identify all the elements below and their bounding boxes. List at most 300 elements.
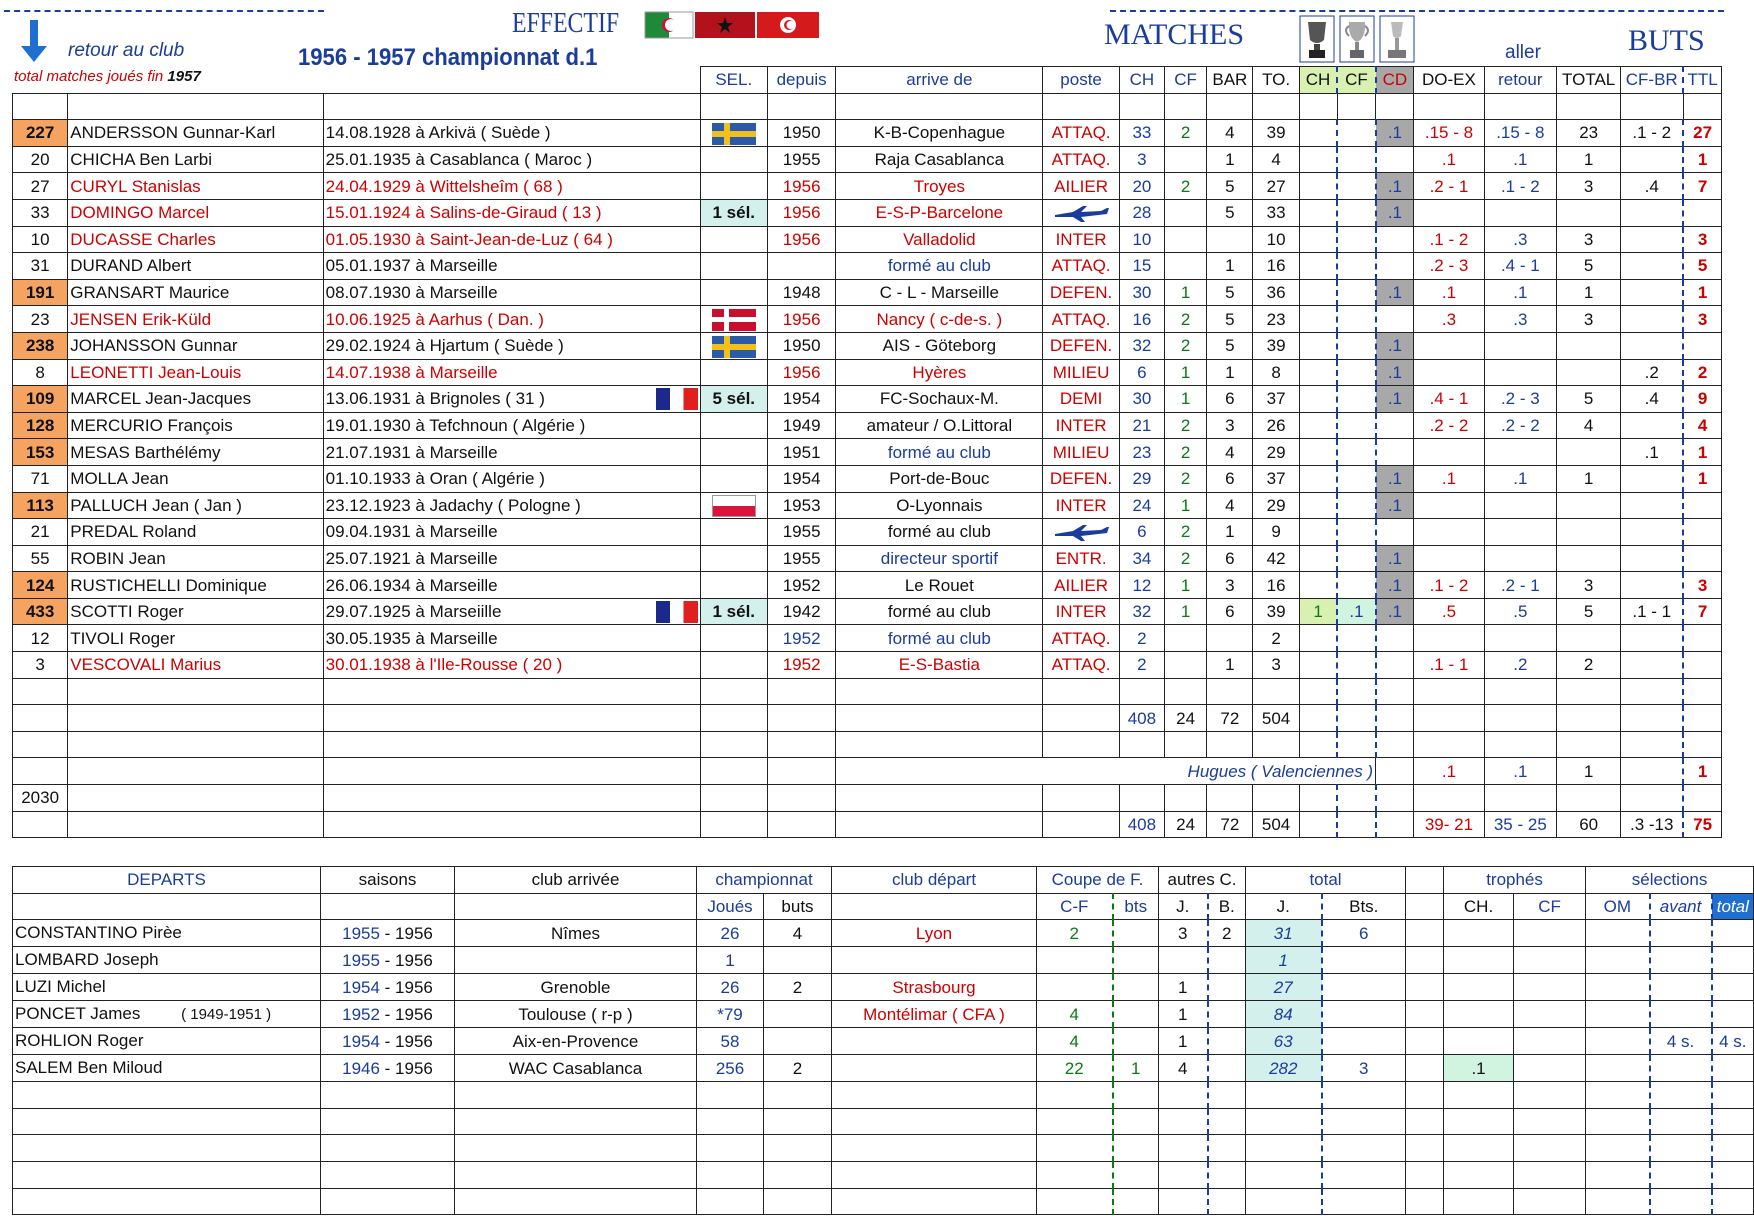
total-cell: 2: [1557, 652, 1621, 679]
total-retour: 35 - 25: [1484, 811, 1556, 838]
depart-name: CONSTANTINO Pirèe: [15, 923, 182, 943]
total-bar: 72: [1207, 811, 1253, 838]
player-birth-cell: [323, 226, 700, 253]
autres-j-cell: 3: [1159, 920, 1208, 947]
player-birth-cell: [323, 625, 700, 652]
retour-cell: [1484, 199, 1556, 226]
poste-cell: INTER: [1043, 492, 1119, 519]
cfbr-cell: [1621, 545, 1683, 572]
cfbr-cell: [1621, 519, 1683, 546]
ch-cell: 32: [1119, 598, 1164, 625]
player-number: 21: [13, 519, 68, 546]
total-cell: [1557, 519, 1621, 546]
sel-cell: [700, 439, 767, 466]
player-name: LEONETTI Jean-Louis: [68, 359, 323, 386]
totals-row: [13, 811, 1722, 838]
empty-row: [13, 1135, 1754, 1162]
player-number: 191: [13, 279, 68, 306]
cf-cell: 2: [1165, 439, 1207, 466]
to-cell: 42: [1253, 545, 1299, 572]
col-total-departs: total: [1246, 867, 1406, 894]
player-number: 20: [13, 146, 68, 173]
total-matches-label: total matches joués fin 1957: [14, 68, 201, 85]
to-cell: 26: [1253, 412, 1299, 439]
plane-cell: [1043, 519, 1119, 546]
from-cell: amateur / O.Littoral: [836, 412, 1043, 439]
total-cell: 1: [1557, 465, 1621, 492]
doex-cell: .15 - 8: [1414, 120, 1484, 147]
sel-cell: [700, 306, 767, 333]
effectif-title: EFFECTIF: [512, 8, 620, 39]
depart-row: [13, 1028, 1754, 1055]
cf-cell: 1: [1165, 386, 1207, 413]
sel-cell: [700, 572, 767, 599]
trophe-ch-cell: [1444, 974, 1514, 1001]
cfbr-cell: .2: [1621, 359, 1683, 386]
cf-trophy-cell: [1337, 199, 1375, 226]
ch-trophy-cell: [1299, 439, 1337, 466]
doex-cell: .4 - 1: [1414, 386, 1484, 413]
cfbr-cell: [1621, 465, 1683, 492]
retour-cell: [1484, 359, 1556, 386]
trophe-ch-cell: [1444, 920, 1514, 947]
empty-row: [13, 1161, 1754, 1188]
player-birth: 24.04.1929 à Wittelsheîm ( 68 ): [325, 176, 563, 196]
depart-row: [13, 947, 1754, 974]
player-row: [13, 519, 1722, 546]
total-j-cell: 31: [1246, 920, 1322, 947]
ch-cell: 32: [1119, 332, 1164, 359]
ch-trophy-cell: [1299, 625, 1337, 652]
from-cell: formé au club: [836, 598, 1043, 625]
total-cell: 4: [1557, 412, 1621, 439]
cf-joues-cell: 4: [1037, 1028, 1113, 1055]
player-number: 55: [13, 545, 68, 572]
depuis-cell: 1949: [767, 412, 835, 439]
doex-cell: .2 - 2: [1414, 412, 1484, 439]
cf-trophy-cell: [1337, 545, 1375, 572]
ch-trophy-cell: [1299, 412, 1337, 439]
player-number: 433: [13, 598, 68, 625]
ttl-cell: 3: [1683, 226, 1721, 253]
doex-cell: .1: [1414, 279, 1484, 306]
doex-cell: [1414, 625, 1484, 652]
bar-cell: 1: [1207, 652, 1253, 679]
ch-cell: 16: [1119, 306, 1164, 333]
to-cell: 27: [1253, 173, 1299, 200]
doex-cell: [1414, 492, 1484, 519]
total-cell: [1557, 332, 1621, 359]
player-name: CURYL Stanislas: [68, 173, 323, 200]
depuis-cell: 1952: [767, 572, 835, 599]
cf-cell: 1: [1165, 572, 1207, 599]
autres-j-cell: 1: [1159, 1001, 1208, 1028]
poste-cell: INTER: [1043, 598, 1119, 625]
retour-cell: [1484, 625, 1556, 652]
from-cell: formé au club: [836, 439, 1043, 466]
cf-trophy-cell: [1337, 386, 1375, 413]
depart-name-cell: [13, 1001, 321, 1028]
bar-cell: 5: [1207, 199, 1253, 226]
ch-cell: 24: [1119, 492, 1164, 519]
autres-b-cell: 2: [1208, 920, 1246, 947]
to-cell: 10: [1253, 226, 1299, 253]
cfbr-cell: [1621, 492, 1683, 519]
ttl-cell: 1: [1683, 439, 1721, 466]
trophe-ch-cell: [1444, 1028, 1514, 1055]
col-cd: CD: [1376, 67, 1414, 94]
depuis-cell: 1956: [767, 173, 835, 200]
subtotal-ch: 408: [1119, 705, 1164, 732]
total-bts-cell: 3: [1322, 1055, 1406, 1082]
cd-cell: [1376, 625, 1414, 652]
retour-cell: .1: [1484, 146, 1556, 173]
player-number: 23: [13, 306, 68, 333]
to-cell: 29: [1253, 439, 1299, 466]
depart-extra: ( 1949-1951 ): [181, 1006, 272, 1024]
bar-cell: 5: [1207, 173, 1253, 200]
sel-cell: [700, 652, 767, 679]
to-cell: 36: [1253, 279, 1299, 306]
from-cell: O-Lyonnais: [836, 492, 1043, 519]
doex-cell: [1414, 519, 1484, 546]
from-cell: Raja Casablanca: [836, 146, 1043, 173]
autres-j-cell: 4: [1159, 1055, 1208, 1082]
player-row: [13, 625, 1722, 652]
player-name: CHICHA Ben Larbi: [68, 146, 323, 173]
player-row: [13, 332, 1722, 359]
total-cell: 3: [1557, 306, 1621, 333]
sel-total-cell: [1712, 1001, 1754, 1028]
col-poste: poste: [1043, 67, 1119, 94]
ch-trophy-cell: [1299, 279, 1337, 306]
player-birth-cell: [323, 492, 700, 519]
depuis-cell: 1953: [767, 492, 835, 519]
departs-table: [12, 866, 1754, 1215]
to-cell: 23: [1253, 306, 1299, 333]
club-depart-cell: Lyon: [832, 920, 1037, 947]
total-cell: [1557, 199, 1621, 226]
retour-label: retour au club: [68, 40, 185, 61]
cf-trophy-cell: [1337, 120, 1375, 147]
player-row: [13, 146, 1722, 173]
player-row: [13, 439, 1722, 466]
joues-cell: 1: [697, 947, 764, 974]
player-row: [13, 572, 1722, 599]
ch-trophy-cell: [1299, 253, 1337, 280]
doex-cell: [1414, 199, 1484, 226]
bar-cell: 4: [1207, 492, 1253, 519]
sub-bts: bts: [1113, 893, 1159, 920]
csc-ttl: 1: [1683, 758, 1721, 785]
column-header-row: [13, 67, 1722, 94]
ttl-cell: 4: [1683, 412, 1721, 439]
bar-cell: 6: [1207, 545, 1253, 572]
total-cell: [1557, 359, 1621, 386]
cfbr-cell: [1621, 652, 1683, 679]
player-name: MARCEL Jean-Jacques: [68, 386, 323, 413]
cd-cell: [1376, 439, 1414, 466]
saison-end: 1956: [395, 923, 433, 943]
depart-saisons: 1952 - 1956: [321, 1001, 455, 1028]
player-row: [13, 492, 1722, 519]
player-name: ANDERSSON Gunnar-Karl: [68, 120, 323, 147]
trophy-icon: [1300, 16, 1334, 62]
ttl-cell: 1: [1683, 465, 1721, 492]
sel-avant-cell: [1650, 947, 1712, 974]
poste-cell: ATTAQ.: [1043, 306, 1119, 333]
col-to: TO.: [1253, 67, 1299, 94]
sel-cell: [700, 253, 767, 280]
doex-cell: .5: [1414, 598, 1484, 625]
sub-total-sel: total: [1712, 893, 1754, 920]
total-cell: 3: [1557, 572, 1621, 599]
depart-saisons: 1946 - 1956: [321, 1055, 455, 1082]
player-birth-cell: [323, 465, 700, 492]
cf-joues-cell: [1037, 947, 1113, 974]
doex-cell: .1 - 2: [1414, 572, 1484, 599]
cfbr-cell: [1621, 332, 1683, 359]
cd-cell: .1: [1376, 572, 1414, 599]
total-cell: 23: [1557, 120, 1621, 147]
sel-cell: [700, 598, 767, 625]
total-cell: 5: [1557, 598, 1621, 625]
algeria-flag-icon: [645, 12, 693, 38]
player-birth-cell: [323, 173, 700, 200]
total-ch: 408: [1119, 811, 1164, 838]
poste-cell: ATTAQ.: [1043, 625, 1119, 652]
ch-cell: 23: [1119, 439, 1164, 466]
cf-joues-cell: 22: [1037, 1055, 1113, 1082]
total-doex: 39- 21: [1414, 811, 1484, 838]
player-name: JENSEN Erik-Küld: [68, 306, 323, 333]
ch-trophy-cell: [1299, 492, 1337, 519]
cd-cell: .1: [1376, 545, 1414, 572]
total-bts-cell: [1322, 1028, 1406, 1055]
retour-cell: .1: [1484, 279, 1556, 306]
airplane-icon: [1051, 205, 1111, 223]
ch-cell: 10: [1119, 226, 1164, 253]
club-arrivee-cell: Toulouse ( r-p ): [455, 1001, 697, 1028]
plane-cell: [1043, 199, 1119, 226]
to-cell: 4: [1253, 146, 1299, 173]
col-depuis: depuis: [767, 67, 835, 94]
ttl-cell: 1: [1683, 279, 1721, 306]
player-row: [13, 386, 1722, 413]
doex-cell: .2 - 1: [1414, 173, 1484, 200]
player-birth-cell: [323, 652, 700, 679]
col-cf-trophy: CF: [1337, 67, 1375, 94]
bar-cell: 6: [1207, 386, 1253, 413]
cd-cell: .1: [1376, 199, 1414, 226]
cf-cell: [1165, 652, 1207, 679]
buts-cell: 2: [764, 974, 832, 1001]
ttl-cell: [1683, 332, 1721, 359]
bar-cell: 5: [1207, 332, 1253, 359]
retour-cell: .2 - 2: [1484, 412, 1556, 439]
ttl-cell: 7: [1683, 173, 1721, 200]
player-birth-cell: [323, 545, 700, 572]
depart-row: [13, 920, 1754, 947]
player-name: VESCOVALI Marius: [68, 652, 323, 679]
cf-trophy-cell: [1337, 439, 1375, 466]
player-birth-cell: [323, 412, 700, 439]
saison-end: 1956: [395, 1031, 433, 1051]
total-bts-cell: [1322, 1001, 1406, 1028]
retour-cell: [1484, 332, 1556, 359]
player-row: [13, 173, 1722, 200]
from-cell: formé au club: [836, 519, 1043, 546]
total-cell: [1557, 492, 1621, 519]
total-cell: 3: [1557, 173, 1621, 200]
joues-cell: 256: [697, 1055, 764, 1082]
sel-cell: [700, 386, 767, 413]
autres-b-cell: [1208, 947, 1246, 974]
player-name: SCOTTI Roger: [68, 598, 323, 625]
saison-end: 1956: [395, 950, 433, 970]
retour-cell: .1 - 2: [1484, 173, 1556, 200]
club-depart-cell: Montélimar ( CFA ): [832, 1001, 1037, 1028]
player-birth: 19.01.1930 à Tefchnoun ( Algérie ): [325, 416, 586, 436]
sel-cell: [700, 412, 767, 439]
poste-cell: ATTAQ.: [1043, 146, 1119, 173]
to-cell: 3: [1253, 652, 1299, 679]
col-ttl: TTL: [1683, 67, 1721, 94]
col-cfbr: CF-BR: [1621, 67, 1683, 94]
autres-b-cell: [1208, 1028, 1246, 1055]
player-number: 109: [13, 386, 68, 413]
player-number: 153: [13, 439, 68, 466]
bar-cell: 4: [1207, 439, 1253, 466]
total-j-cell: 84: [1246, 1001, 1322, 1028]
doex-cell: .1 - 2: [1414, 226, 1484, 253]
ttl-cell: 7: [1683, 598, 1721, 625]
sel-cell: [700, 359, 767, 386]
cf-joues-cell: [1037, 974, 1113, 1001]
ch-cell: 12: [1119, 572, 1164, 599]
ttl-cell: [1683, 625, 1721, 652]
player-birth-cell: [323, 253, 700, 280]
doex-cell: .1: [1414, 465, 1484, 492]
player-row: [13, 199, 1722, 226]
trophe-ch-cell: [1444, 947, 1514, 974]
player-birth: 30.01.1938 à l'Ile-Rousse ( 20 ): [325, 655, 563, 675]
ch-cell: 28: [1119, 199, 1164, 226]
cf-trophy-cell: [1337, 253, 1375, 280]
col-selections: sélections: [1586, 867, 1754, 894]
cup-icon: [1340, 16, 1374, 62]
departs-header-row: [13, 867, 1754, 894]
cd-cell: .1: [1376, 465, 1414, 492]
from-cell: Port-de-Bouc: [836, 465, 1043, 492]
cfbr-cell: .4: [1621, 173, 1683, 200]
cfbr-cell: .4: [1621, 386, 1683, 413]
bar-cell: 3: [1207, 572, 1253, 599]
autres-j-cell: [1159, 947, 1208, 974]
player-row: [13, 412, 1722, 439]
player-name: PREDAL Roland: [68, 519, 323, 546]
cfbr-cell: .1 - 1: [1621, 598, 1683, 625]
depuis-cell: 1956: [767, 226, 835, 253]
player-birth: 30.05.1935 à Marseille: [325, 628, 498, 648]
cf-cell: [1165, 253, 1207, 280]
cd-cell: [1376, 652, 1414, 679]
sel-cell: [700, 279, 767, 306]
saison-start: 1946: [342, 1058, 380, 1078]
depart-row: [13, 1055, 1754, 1082]
down-arrow-icon: [18, 18, 50, 64]
player-name: ROBIN Jean: [68, 545, 323, 572]
autres-b-cell: [1208, 1055, 1246, 1082]
sel-cell: [700, 199, 767, 226]
depart-name-cell: [13, 920, 321, 947]
cfbr-cell: [1621, 412, 1683, 439]
matches-title: MATCHES: [1104, 18, 1245, 51]
player-number: 31: [13, 253, 68, 280]
cfbr-cell: [1621, 226, 1683, 253]
cf-buts-cell: [1113, 974, 1159, 1001]
csc-row: [13, 758, 1722, 785]
col-sel: SEL.: [700, 67, 767, 94]
cd-cell: .1: [1376, 598, 1414, 625]
trophe-ch-cell: [1444, 1001, 1514, 1028]
cf-trophy-cell: [1337, 519, 1375, 546]
coupe-drago-icon: [1380, 16, 1414, 62]
col-bar: BAR: [1207, 67, 1253, 94]
player-name: DURAND Albert: [68, 253, 323, 280]
col-ch: CH: [1119, 67, 1164, 94]
cd-cell: [1376, 412, 1414, 439]
cfbr-cell: .1 - 2: [1621, 120, 1683, 147]
cf-cell: 1: [1165, 359, 1207, 386]
cf-trophy-cell: [1337, 306, 1375, 333]
sub-b: B.: [1208, 893, 1246, 920]
cf-cell: 2: [1165, 412, 1207, 439]
depart-row: [13, 1001, 1754, 1028]
total-bts-cell: [1322, 947, 1406, 974]
doex-cell: [1414, 359, 1484, 386]
sel-total-cell: 4 s.: [1712, 1028, 1754, 1055]
grand-total-matches-row: [13, 785, 1722, 812]
sub-bts2: Bts.: [1322, 893, 1406, 920]
club-arrivee-cell: WAC Casablanca: [455, 1055, 697, 1082]
sub-avant: avant: [1650, 893, 1712, 920]
poste-cell: DEFEN.: [1043, 279, 1119, 306]
subtotal-row: [13, 705, 1722, 732]
cf-trophy-cell: [1337, 412, 1375, 439]
player-birth: 25.07.1921 à Marseille: [325, 548, 498, 568]
retour-cell: .3: [1484, 226, 1556, 253]
depart-name-cell: [13, 947, 321, 974]
depuis-cell: 1955: [767, 519, 835, 546]
france-flag-icon: [656, 388, 698, 410]
player-birth: 01.10.1933 à Oran ( Algérie ): [325, 469, 545, 489]
empty-row: [13, 678, 1722, 705]
poste-cell: INTER: [1043, 226, 1119, 253]
player-row: [13, 306, 1722, 333]
depuis-cell: 1952: [767, 652, 835, 679]
cf-buts-cell: [1113, 920, 1159, 947]
sub-joues: Joués: [697, 893, 764, 920]
ch-trophy-cell: [1299, 199, 1337, 226]
denmark-flag-icon: [712, 309, 756, 331]
saison-start: 1954: [342, 977, 380, 997]
depart-saisons: 1955 - 1956: [321, 920, 455, 947]
trophe-ch-cell: .1: [1444, 1055, 1514, 1082]
cd-cell: .1: [1376, 359, 1414, 386]
player-birth: 14.07.1938 à Marseille: [325, 362, 498, 382]
depart-name-cell: [13, 1028, 321, 1055]
